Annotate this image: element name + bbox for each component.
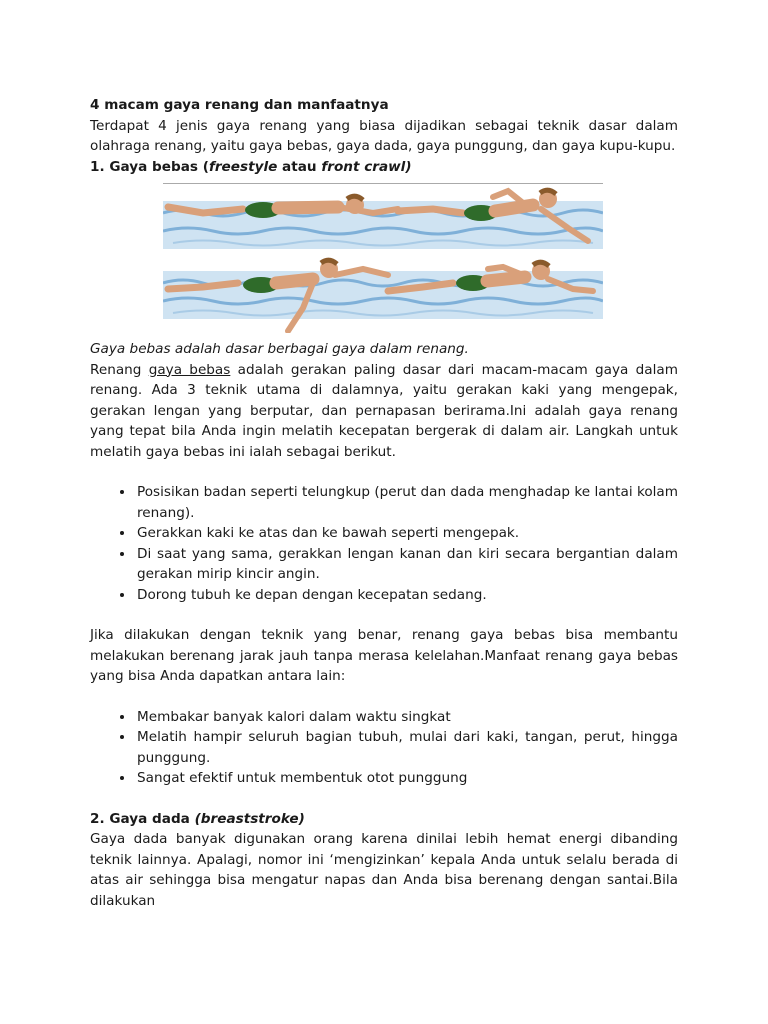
breaststroke-paragraph: Gaya dada banyak digunakan orang karena dinilai lebih hemat energi dibanding teknik lainnya. Apalagi, nomor ini ‘mengizinkan’ kepala Anda untuk selalu berada di atas air sehingga bisa mengatur napas dan Anda bisa berenang dengan santai.Bila dilakukan	[90, 831, 678, 909]
list-item: • Membakar banyak kalori dalam waktu singkat	[135, 707, 678, 728]
section2-heading	[90, 809, 678, 830]
list-item: • Sangat efektif untuk membentuk otot punggung	[135, 768, 678, 789]
section1-heading-prefix: 1. Gaya bebas (	[90, 158, 209, 175]
freestyle-paragraph-pre: Renang	[90, 361, 149, 378]
list-item: • Gerakkan kaki ke atas dan ke bawah seperti mengepak.	[135, 523, 678, 544]
benefits-intro-paragraph: Jika dilakukan dengan teknik yang benar, renang gaya bebas bisa membantu melakukan berenang jarak jauh tanpa merasa kelelahan.Manfaat renang gaya bebas yang bisa Anda dapatkan antara lain:	[90, 627, 678, 684]
figure-caption: Gaya bebas adalah dasar berbagai gaya dalam renang.	[90, 341, 469, 357]
document-body	[90, 95, 678, 911]
list-item: • Posisikan badan seperti telungkup (perut dan dada menghadap ke lantai kolam renang).	[135, 482, 678, 523]
list-item: • Melatih hampir seluruh bagian tubuh, mulai dari kaki, tangan, perut, hingga punggung.	[135, 727, 678, 768]
section1-heading-mid: atau	[277, 158, 322, 175]
freestyle-paragraph-post: adalah gerakan paling dasar dari macam-macam gaya dalam renang. Ada 3 teknik utama di dalamnya, yaitu gerakan kaki yang mengepak, gerakan lengan yang berputar, dan pernapasan berirama.Ini adalah gaya renang yang tepat bila Anda ingin melatih kecepatan bergerak di dalam air. Langkah untuk melatih gaya bebas ini ialah sebagai berikut.	[90, 361, 678, 460]
gaya-bebas-link[interactable]: gaya bebas	[148, 361, 231, 378]
intro-paragraph: Terdapat 4 jenis gaya renang yang biasa dijadikan sebagai teknik dasar dalam olahraga renang, yaitu gaya bebas, gaya dada, gaya punggung, dan gaya kupu-kupu.	[90, 117, 678, 154]
list-item: • Di saat yang sama, gerakkan lengan kanan dan kiri secara bergantian dalam gerakan mirip kincir angin.	[135, 544, 678, 585]
page-title: 4 macam gaya renang dan manfaatnya	[90, 97, 389, 113]
steps-list	[90, 482, 678, 605]
section1-heading-italic2: front crawl)	[321, 158, 412, 175]
freestyle-illustration	[163, 183, 603, 333]
section2-heading-prefix: 2. Gaya dada	[90, 810, 195, 827]
freestyle-paragraph	[90, 360, 678, 463]
section2-heading-italic: (breaststroke)	[194, 810, 305, 827]
swimmers-image	[163, 183, 603, 333]
section1-heading	[90, 157, 678, 178]
list-item: • Dorong tubuh ke depan dengan kecepatan sedang.	[135, 585, 678, 606]
section1-heading-italic1: freestyle	[208, 158, 278, 175]
benefits-list	[90, 707, 678, 789]
